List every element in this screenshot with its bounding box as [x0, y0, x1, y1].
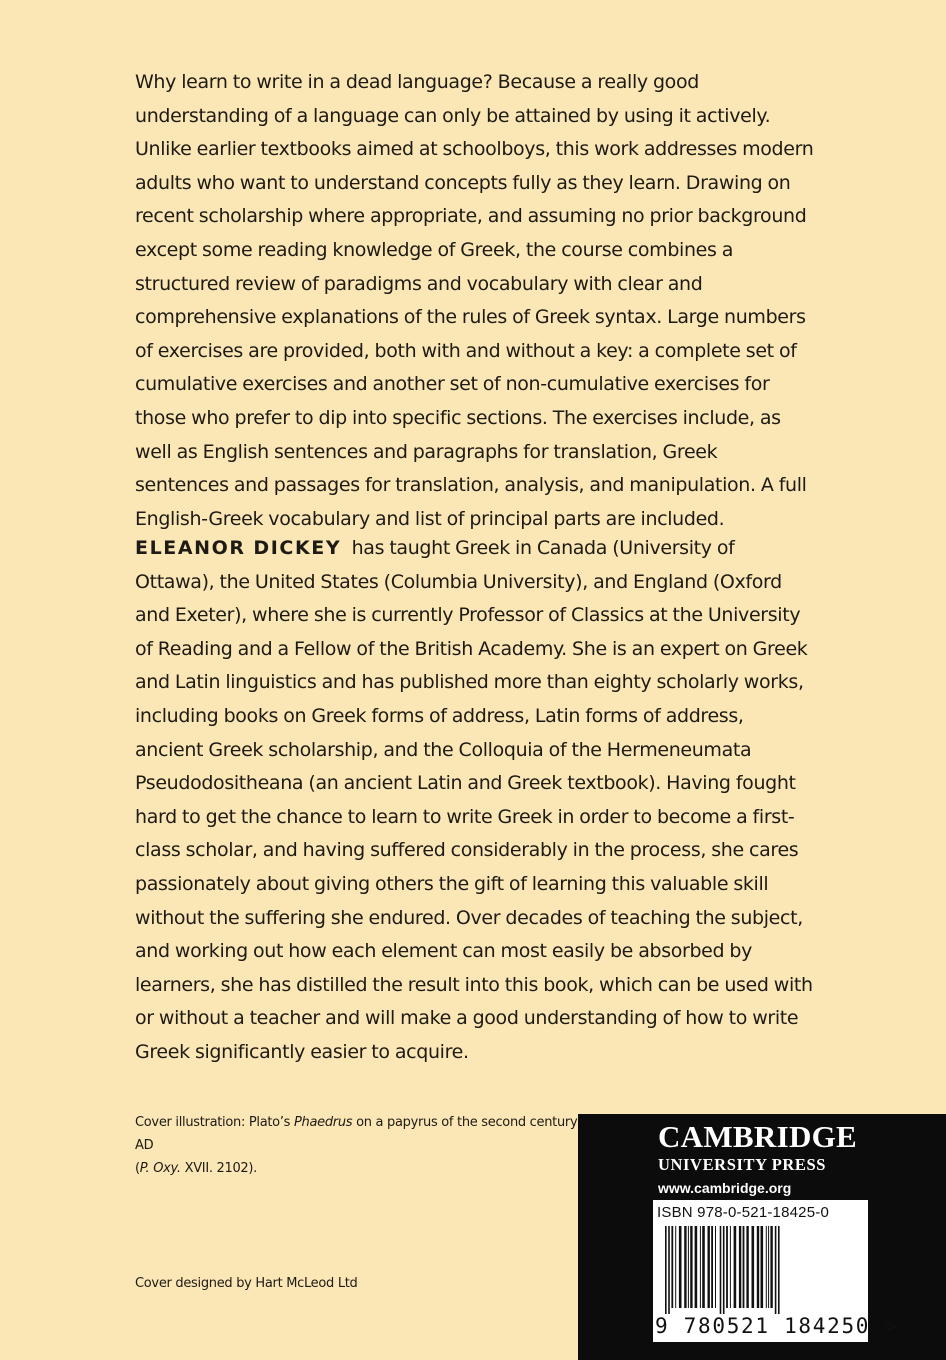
barcode-bar [761, 1226, 764, 1308]
cover-illustration-credit [135, 1111, 585, 1180]
publisher-logo-subtitle: UNIVERSITY PRESS [658, 1155, 827, 1174]
barcode-bar [700, 1226, 701, 1308]
barcode-bar [715, 1226, 716, 1308]
barcode-bar [679, 1226, 682, 1308]
book-description: Why learn to write in a dead language? Because a really good understanding of a language can only be attained by using it actively. Unlike earlier textbooks aimed at schoolboys, this work addresses modern adults who want to understand concepts fully as they learn. Drawing on recent scholarship where appropriate, and assuming no prior background except some reading knowledge of Greek, the course combines a structured review of paradigms and vocabulary with clear and comprehensive explanations of the rules of Greek syntax. Large numbers of exercises are provided, both with and without a key: a complete set of cumulative exercises and another set of non-cumulative exercises for those who prefer to dip into specific sections. The exercises include, as well as English sentences and paragraphs for translation, Greek sentences and passages for translation, analysis, and manipulation. A full English-Greek vocabulary and list of principal parts are included. [135, 71, 814, 530]
author-bio [135, 532, 815, 1070]
author-name: ELEANOR DICKEY [135, 537, 342, 559]
illustration-credit-mid: on a papyrus of the second century AD [135, 1115, 578, 1153]
barcode-bar [665, 1226, 667, 1314]
barcode-bar [770, 1226, 772, 1308]
barcode-bar [711, 1226, 713, 1308]
barcode-bar [768, 1226, 769, 1308]
barcode-bar [743, 1226, 745, 1308]
barcode-bar [695, 1226, 698, 1308]
barcode-bar [723, 1226, 725, 1314]
barcode-bar [734, 1226, 737, 1308]
barcode-bar [752, 1226, 755, 1308]
barcode-bar [757, 1226, 759, 1308]
illustration-ref-italic: P. Oxy. [139, 1161, 181, 1176]
barcode-bar [688, 1226, 689, 1308]
barcode-bar [730, 1226, 731, 1308]
author-bio-text: has taught Greek in Canada (University of Ottawa), the United States (Columbia University), and England (Oxford and Exeter), where she is currently Professor of Classics at the University of Reading and a Fellow of the British Academy. She is an expert on Greek and Latin linguistics and has published more than eighty scholarly works, including books on Greek forms of address, Latin forms of address, ancient Greek scholarship, and the Colloquia of the Hermeneumata Pseudodositheana (an ancient Latin and Greek textbook). Having fought hard to get the chance to learn to write Greek in order to become a first-class scholar, and having suffered considerably in the process, she cares passionately about giving others the gift of learning this valuable skill without the suffering she endured. Over decades of teaching the subject, and working out how each element can most easily be absorbed by learners, she has distilled the result into this book, which can be used with or without a teacher and will make a good understanding of how to write Greek significantly easier to acquire. [135, 537, 813, 1063]
barcode-bar [684, 1226, 686, 1308]
isbn-label: ISBN 978-0-521-18425-0 [657, 1204, 830, 1221]
barcode [653, 1226, 868, 1314]
barcode-bar [778, 1226, 780, 1314]
illustration-ref-rest: XVII. 2102). [180, 1161, 258, 1176]
barcode-bar [746, 1226, 748, 1308]
cover-design-credit: Cover designed by Hart McLeod Ltd [135, 1276, 358, 1291]
barcode-bar [671, 1226, 673, 1308]
barcode-bar [708, 1226, 710, 1308]
barcode-bar [775, 1226, 777, 1314]
barcode-bar [739, 1226, 741, 1308]
barcode-bar [766, 1226, 767, 1308]
barcode-box [653, 1200, 899, 1342]
illustration-ref-open: ( [135, 1161, 140, 1176]
barcode-bar [702, 1226, 705, 1308]
barcode-bar [690, 1226, 692, 1308]
barcode-bar [668, 1226, 670, 1314]
ean-digits: 9 780521 184250 > [655, 1314, 899, 1338]
illustration-work-title: Phaedrus [293, 1115, 353, 1130]
publisher-url: www.cambridge.org [658, 1180, 792, 1196]
publisher-logo-name: CAMBRIDGE [658, 1119, 858, 1154]
illustration-credit-prefix: Cover illustration: Plato’s [135, 1115, 294, 1130]
barcode-bar [675, 1226, 676, 1308]
barcode-bar [726, 1226, 728, 1308]
publisher-panel [578, 1114, 946, 1360]
barcode-bar [720, 1226, 722, 1314]
